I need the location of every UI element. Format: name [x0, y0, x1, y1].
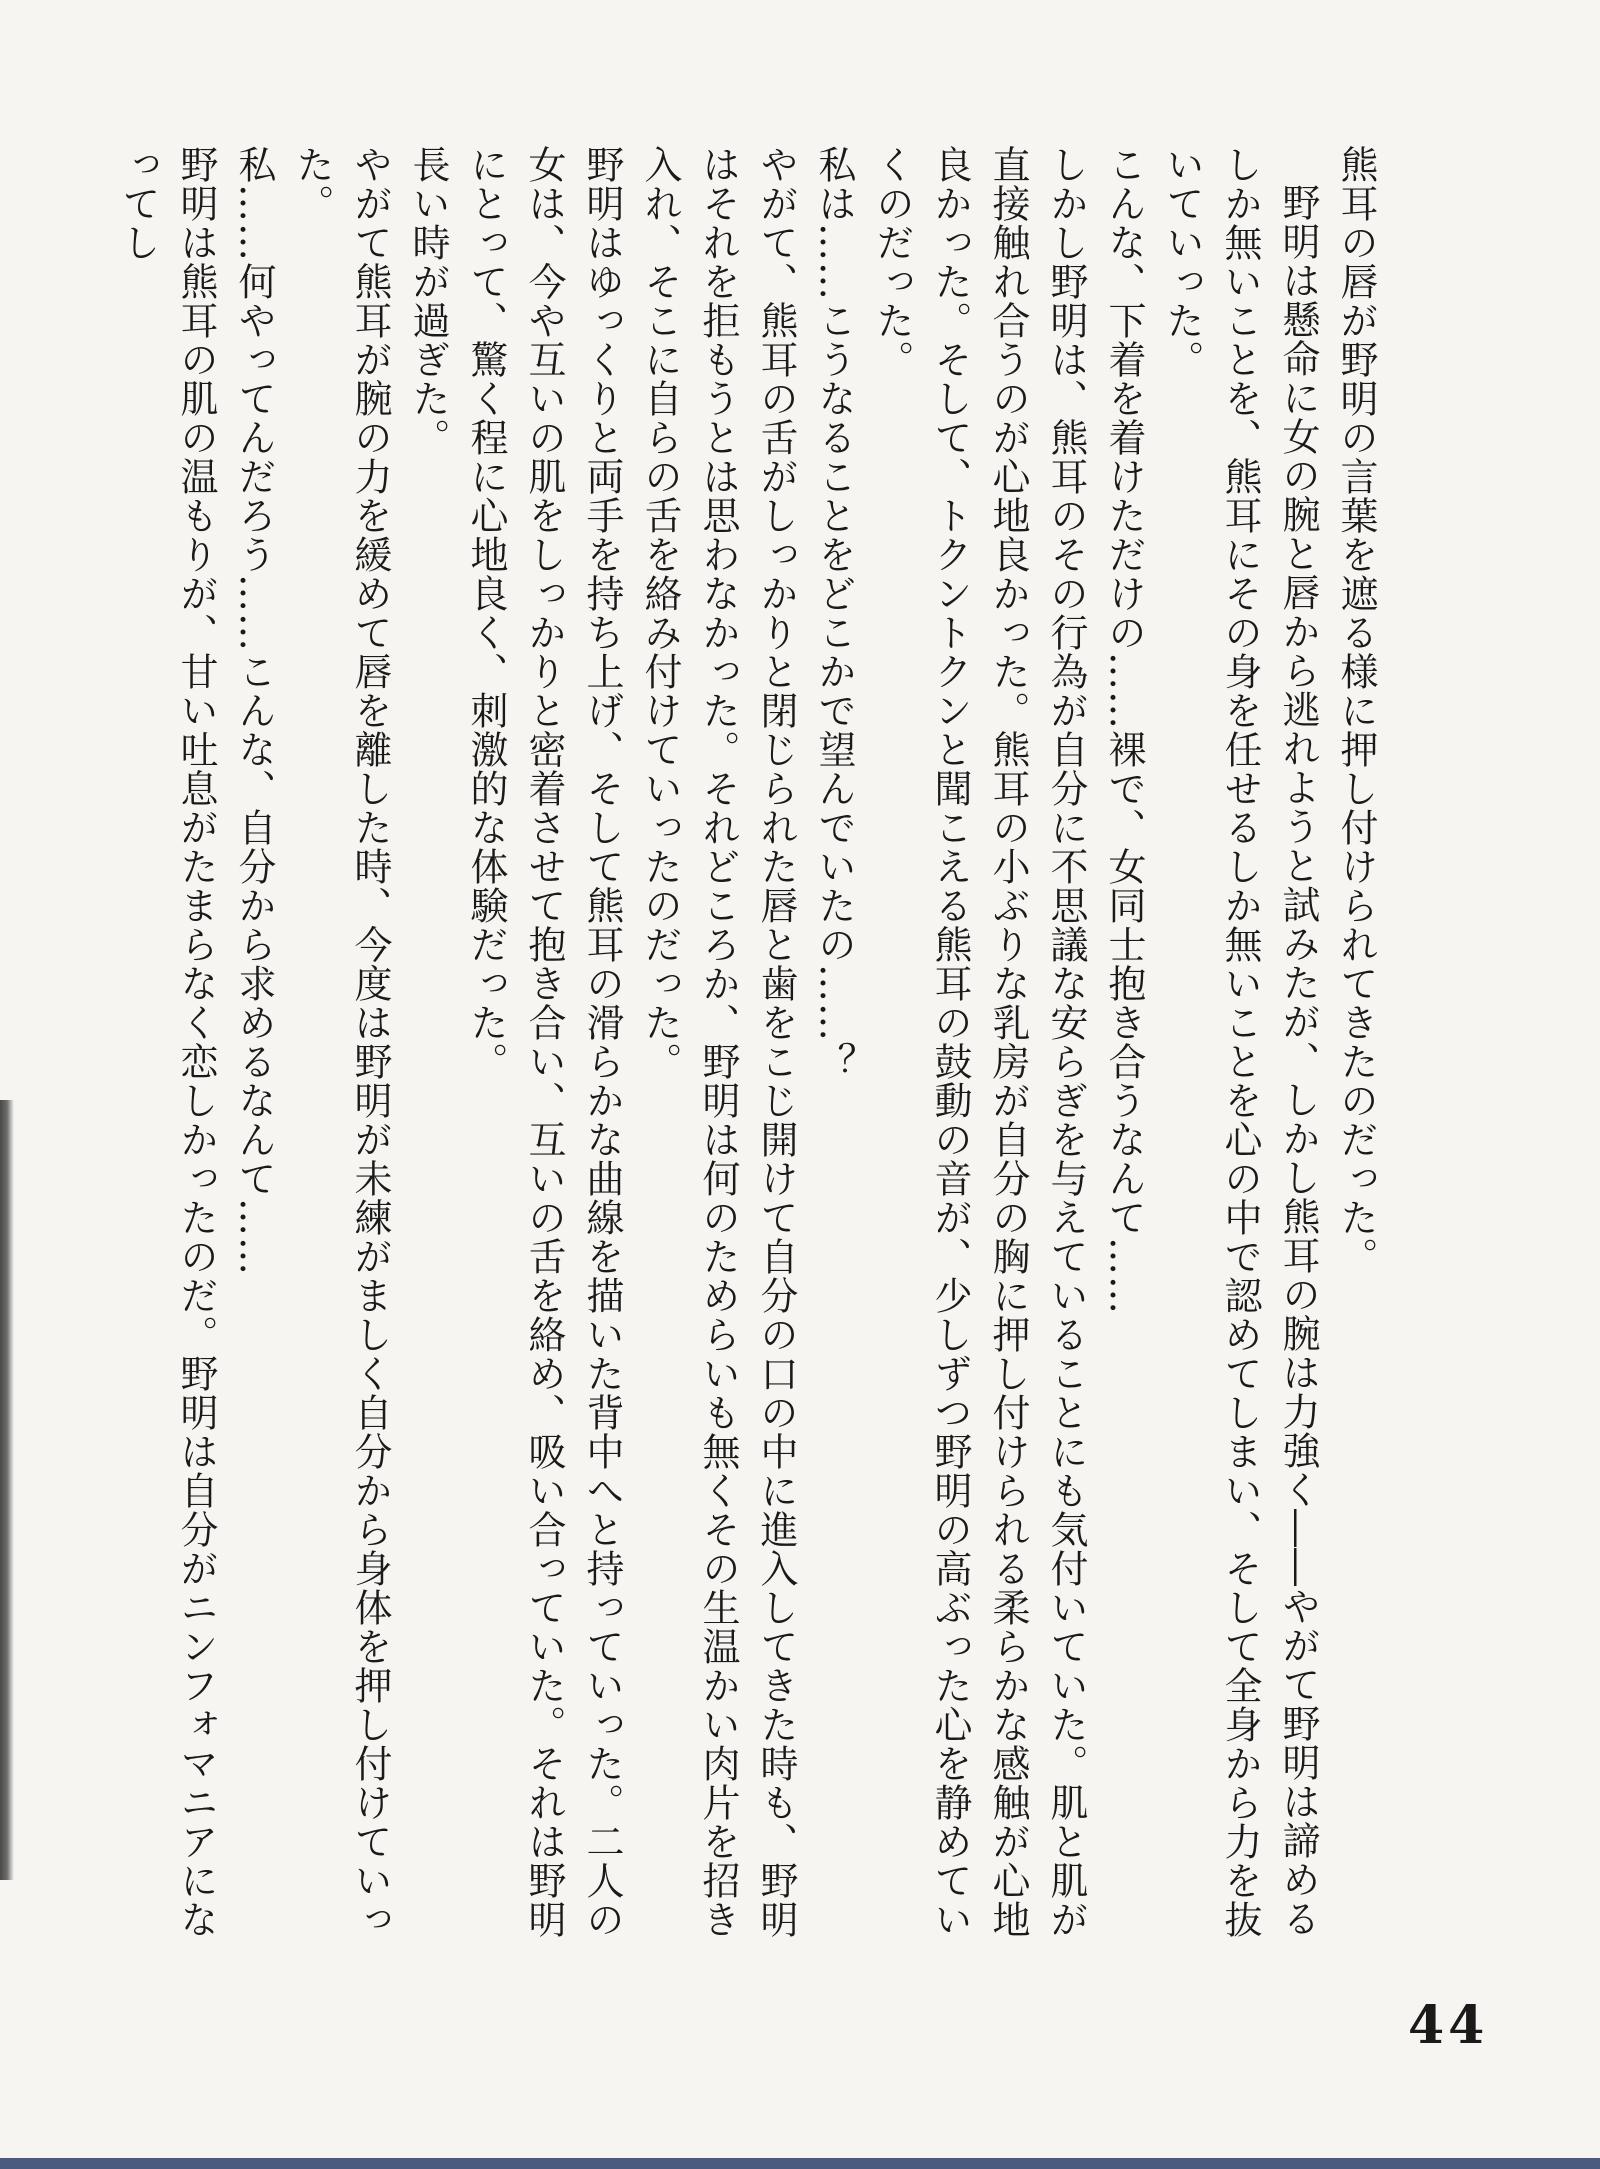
paragraph: 野明は懸命に女の腕と唇から逃れようと試みたが、しかし熊耳の腕は力強く――やがて野明は諦めるしか無いことを、熊耳にその身を任せるしか無いことを心の中で認めてしまい、そして全身から力を抜いていった。 — [1160, 145, 1320, 1939]
scan-edge-bottom — [0, 2158, 1600, 2169]
paragraph: 熊耳の唇が野明の言葉を遮る様に押し付けられてきたのだった。 — [1334, 145, 1378, 1276]
paragraph: 野明は熊耳の肌の温もりが、甘い吐息がたまらなく恋しかったのだ。野明は自分がニンフォマニアになってし — [116, 145, 218, 1939]
paragraph: 私は……こうなることをどこかで望んでいたの……？ — [812, 145, 856, 1081]
paragraph: 野明はゆっくりと両手を持ち上げ、そして熊耳の滑らかな曲線を描いた背中へと持っていった。二人の女は、今や互いの肌をしっかりと密着させて抱き合い、互いの舌を絡め、吸い合っていた。それは野明にとって、驚く程に心地良く、刺激的な体験だった。 — [464, 145, 624, 1939]
paragraph: しかし野明は、熊耳のその行為が自分に不思議な安らぎを与えていることにも気付いていた。肌と肌が直接触れ合うのが心地良かった。熊耳の小ぶりな乳房が自分の胸に押し付けられる柔らかな感触が心地良かった。そして、トクントクンと聞こえる熊耳の鼓動の音が、少しずつ野明の高ぶった心を静めていくのだった。 — [870, 145, 1088, 1939]
paragraph: やがて熊耳が腕の力を緩めて唇を離した時、今度は野明が未練がましく自分から身体を押し付けていった。 — [290, 145, 392, 1939]
paragraph: やがて、熊耳の舌がしっかりと閉じられた唇と歯をこじ開けて自分の口の中に進入してきた時も、野明はそれを拒もうとは思わなかった。それどころか、野明は何のためらいも無くその生温かい肉片を招き入れ、そこに自らの舌を絡み付けていったのだった。 — [638, 145, 798, 1939]
paragraph: 長い時が過ぎた。 — [406, 145, 450, 457]
page-number: 44 — [1408, 1995, 1489, 2056]
paragraph: こんな、下着を着けただけの……裸で、女同士抱き合うなんて…… — [1102, 145, 1146, 1315]
paragraph: 私……何やってんだろう……こんな、自分から求めるなんて…… — [232, 145, 276, 1276]
scan-edge-shadow — [0, 1100, 14, 1880]
vertical-text-body — [109, 145, 1385, 1965]
